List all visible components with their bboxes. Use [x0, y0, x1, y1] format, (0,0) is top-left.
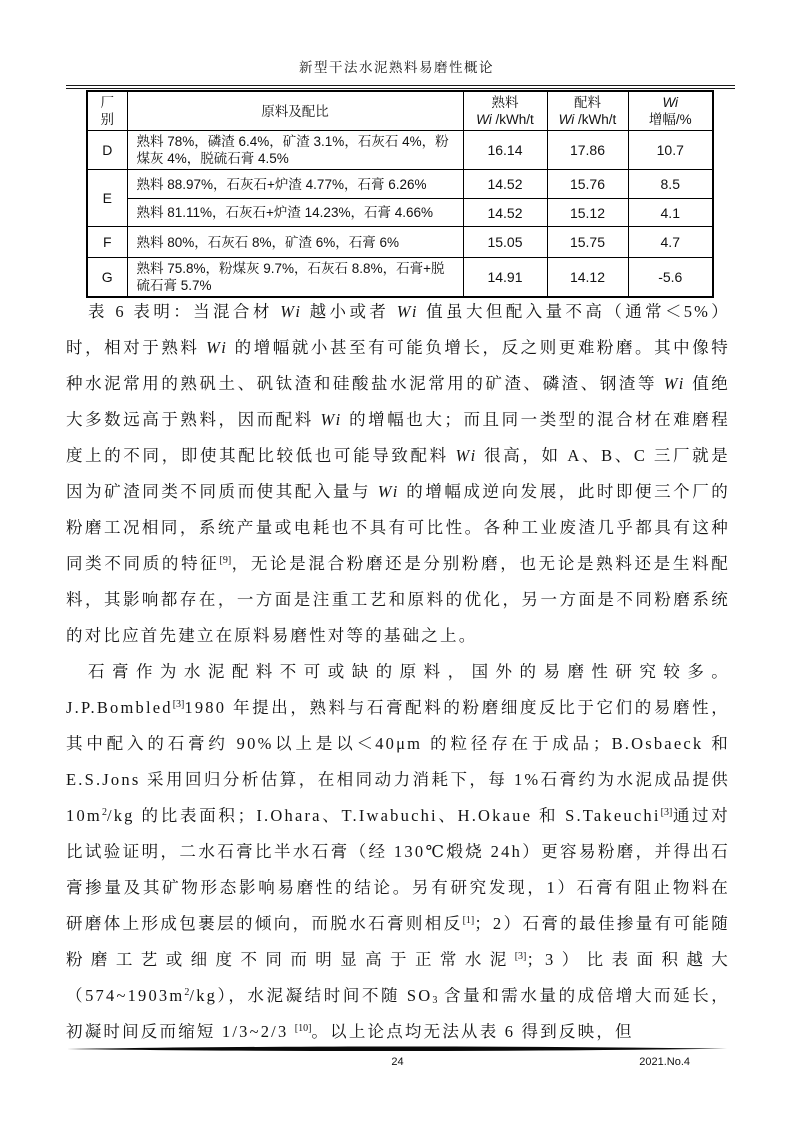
citation-ref: [3] — [660, 807, 673, 818]
clinker-wi-cell: 14.52 — [463, 199, 547, 227]
text-run: 通过对比试验证明，二水石膏比半水石膏（经 130℃煅烧 24h）更容易粉磨，并得出石膏掺量及其矿物形态影响易磨性的结论。另有研究发现，1）石膏有阻止物料在研磨体上形成包裹层的倾向，而脱水石膏则相反 — [66, 806, 730, 933]
text-run: 原料及配比 — [261, 103, 329, 119]
text-run: ，无论是混合粉磨还是分别粉磨，也无论是熟料还是生料配料，其影响都存在，一方面是注重工艺和原料的优化，另一方面是不同粉磨系统的对比应首先建立在原料易磨性对等的基础之上。 — [66, 554, 731, 645]
blend-wi-cell: 15.12 — [547, 199, 628, 227]
italic-run: Wi — [476, 112, 492, 127]
mix-cell: 熟料 81.11%，石灰石+炉渣 14.23%，石膏 4.66% — [127, 199, 463, 227]
plant-cell: G — [87, 258, 127, 298]
italic-run: Wi — [320, 410, 343, 429]
citation-ref: [1] — [462, 915, 475, 926]
table-header — [87, 91, 713, 131]
text-run: /kWh/t — [491, 112, 534, 127]
text-run: 1980 年提出，熟料与石膏配料的粉磨细度反比于它们的易磨性，其中配入的石膏约 90%以上是以＜40μm 的粒径存在于成品；B.Osbaeck 和 E.S.Jons 采用回归分析估算，在相同动力消耗下，每 1%石膏约为水泥成品提供 10m — [66, 698, 730, 825]
italic-run: Wi — [280, 302, 303, 321]
italic-run: Wi — [396, 302, 419, 321]
italic-run: Wi — [663, 374, 686, 393]
blend-wi-cell: 15.76 — [547, 170, 628, 199]
text-run: 。以上论点均无法从表 6 得到反映，但 — [311, 1022, 634, 1041]
table-row — [87, 227, 713, 258]
text-run: 厂 — [100, 95, 114, 110]
clinker-wi-cell: 14.52 — [463, 170, 547, 199]
table-row — [87, 199, 713, 227]
italic-run: Wi — [377, 482, 400, 501]
text-run: 配料 — [574, 95, 601, 110]
citation-ref: 2 — [101, 807, 107, 818]
table-row — [87, 258, 713, 298]
mix-cell: 熟料 75.8%，粉煤灰 9.7%，石灰石 8.8%，石膏+脱硫石膏 5.7% — [127, 258, 463, 298]
mix-cell: 熟料 88.97%，石灰石+炉渣 4.77%，石膏 6.26% — [127, 170, 463, 199]
wi-increase-cell: 4.1 — [628, 199, 713, 227]
subscript: 3 — [432, 995, 438, 1006]
text-run: 很高，如 A、B、C 三厂就是因为矿渣同类不同质而使其配入量与 — [66, 446, 730, 501]
citation-ref: [3] — [514, 951, 527, 962]
col-header-plant — [87, 91, 127, 131]
clinker-wi-cell: 14.91 — [463, 258, 547, 298]
table-row — [87, 170, 713, 199]
plant-cell: E — [87, 170, 127, 227]
footer-rule — [67, 1045, 727, 1053]
text-run: 越小或者 — [302, 302, 397, 321]
mix-cell: 熟料 80%，石灰石 8%，矿渣 6%，石膏 6% — [127, 227, 463, 258]
italic-run: Wi — [206, 338, 228, 357]
clinker-wi-cell: 16.14 — [463, 131, 547, 170]
text-run: ；2）石膏的最佳掺量有可能随粉磨工艺或细度不同而明显高于正常水泥 — [66, 914, 730, 969]
plant-cell: F — [87, 227, 127, 258]
text-run: /kg 的比表面积；I.Ohara、T.Iwabuchi、H.Okaue 和 S.Takeuchi — [106, 806, 661, 825]
text-run: /kg），水泥凝结时间不随 SO — [189, 986, 433, 1005]
wi-increase-cell: 4.7 — [628, 227, 713, 258]
page-title: 新型干法水泥熟料易磨性概论 — [299, 60, 494, 75]
text-run: 值绝大多数远高于熟料，因而配料 — [66, 374, 730, 429]
text-run: /kWh/t — [574, 112, 617, 127]
text-run: 别 — [100, 112, 114, 127]
plant-cell: D — [87, 131, 127, 170]
wi-increase-cell: -5.6 — [628, 258, 713, 298]
text-run: 的增幅也大；而且同一类型的混合材在难磨程度上的不同，即使其配比较低也可能导致配料 — [66, 410, 730, 465]
wi-increase-cell: 10.7 — [628, 131, 713, 170]
clinker-wi-cell: 15.05 — [463, 227, 547, 258]
wi-increase-cell: 8.5 — [628, 170, 713, 199]
title-rule — [66, 85, 735, 89]
table-body — [87, 131, 713, 298]
blend-wi-cell: 17.86 — [547, 131, 628, 170]
citation-ref: 2 — [184, 987, 190, 998]
text-run: 含量和需水量的成倍增大而延长，初凝时间反而缩短 1/3~2/3 — [66, 986, 730, 1041]
text-run: 熟料 — [491, 95, 519, 110]
col-header-clinker-wi — [463, 91, 547, 131]
col-header-blend-wi — [547, 91, 628, 131]
blend-wi-cell: 14.12 — [547, 258, 628, 298]
page-number: 24 — [391, 1056, 404, 1068]
table-header-row — [87, 91, 713, 131]
paragraph-1 — [66, 294, 730, 654]
table-row — [87, 131, 713, 170]
italic-run: Wi — [558, 112, 575, 127]
text-run: 值虽大但配入量不高（通常＜5%）时，相对于熟料 — [66, 302, 731, 357]
italic-run: Wi — [455, 446, 478, 465]
body-text — [66, 294, 730, 1050]
col-header-mix — [127, 91, 463, 131]
text-run: 的增幅就小甚至有可能负增长，反之则更难粉磨。其中像特种水泥常用的熟矾土、矾钛渣和硅酸盐水泥常用的矿渣、磷渣、钢渣等 — [66, 338, 730, 393]
mix-ratio-table — [86, 90, 714, 298]
citation-ref: [10] — [294, 1023, 312, 1034]
text-run: ；3）比表面积越大（574~1903m — [66, 950, 730, 1005]
blend-wi-cell: 15.75 — [547, 227, 628, 258]
issue-label: 2021.No.4 — [639, 1056, 690, 1068]
citation-ref: [3] — [172, 699, 185, 710]
text-run: 增幅/% — [648, 112, 692, 127]
footer — [66, 1056, 729, 1072]
paragraph-2 — [66, 654, 730, 1050]
citation-ref: [9] — [219, 555, 232, 566]
text-run: 石膏作为水泥配料不可或缺的原料，国外的易磨性研究较多。J.P.Bombled — [66, 662, 730, 717]
text-run: 的增幅成逆向发展，此时即便三个厂的粉磨工况相同，系统产量或电耗也不具有可比性。各种工业废渣几乎都具有这种同类不同质的特征 — [66, 482, 730, 573]
text-run: 表 6 表明：当混合材 — [88, 302, 281, 321]
col-header-wi-increase — [628, 91, 713, 131]
italic-run: Wi — [662, 95, 679, 110]
mix-cell: 熟料 78%，磷渣 6.4%，矿渣 3.1%，石灰石 4%，粉煤灰 4%，脱硫石膏 4.5% — [127, 131, 463, 170]
